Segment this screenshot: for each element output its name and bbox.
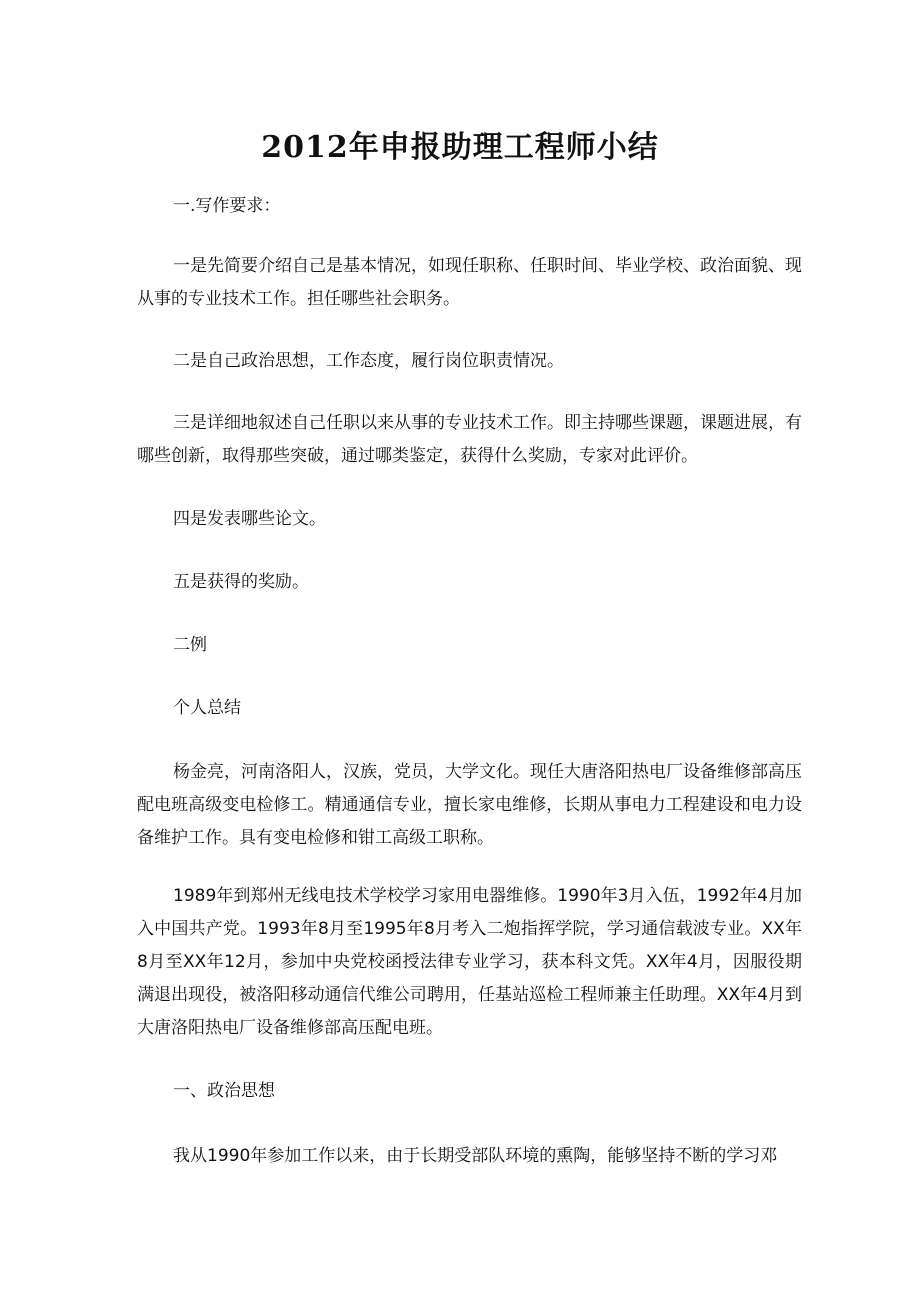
requirement-paragraph-3: 三是详细地叙述自己任职以来从事的专业技术工作。即主持哪些课题，课题进展，有哪些创新，取得那些突破，通过哪类鉴定，获得什么奖励，专家对此评价。 bbox=[137, 413, 802, 466]
requirement-paragraph-4: 四是发表哪些论文。 bbox=[173, 509, 326, 529]
body-paragraph-history: 1989年到郑州无线电技术学校学习家用电器维修。1990年3月入伍，1992年4月加入中国共产党。1993年8月至1995年8月考入二炮指挥学院，学习通信载波专业。XX年8月至XX年12月，参加中央党校函授法律专业学习，获本科文凭。XX年4月，因服役期满退出现役，被洛阳移动通信代维公司聘用，任基站巡检工程师兼主任助理。XX年4月到大唐洛阳热电厂设备维修部高压配电班。 bbox=[137, 886, 802, 1038]
body-paragraph-political-thought: 我从1990年参加工作以来，由于长期受部队环境的熏陶，能够坚持不断的学习邓 bbox=[173, 1146, 778, 1166]
requirement-paragraph-5: 五是获得的奖励。 bbox=[173, 572, 309, 592]
subheading-personal-summary: 个人总结 bbox=[173, 698, 241, 718]
requirement-paragraph-1: 一是先简要介绍自己是基本情况，如现任职称、任职时间、毕业学校、政治面貌、现从事的专业技术工作。担任哪些社会职务。 bbox=[137, 256, 802, 309]
document-title: 2012年申报助理工程师小结 bbox=[261, 130, 659, 165]
requirement-paragraph-2: 二是自己政治思想，工作态度，履行岗位职责情况。 bbox=[173, 351, 564, 371]
section-heading-political-thought: 一、政治思想 bbox=[173, 1081, 275, 1101]
section-heading-writing-requirements: 一.写作要求： bbox=[173, 196, 281, 216]
body-paragraph-introduction: 杨金亮，河南洛阳人，汉族，党员，大学文化。现任大唐洛阳热电厂设备维修部高压配电班高级变电检修工。精通通信专业，擅长家电维修，长期从事电力工程建设和电力设备维护工作。具有变电检修和钳工高级工职称。 bbox=[137, 762, 802, 848]
section-heading-example: 二例 bbox=[173, 635, 207, 655]
